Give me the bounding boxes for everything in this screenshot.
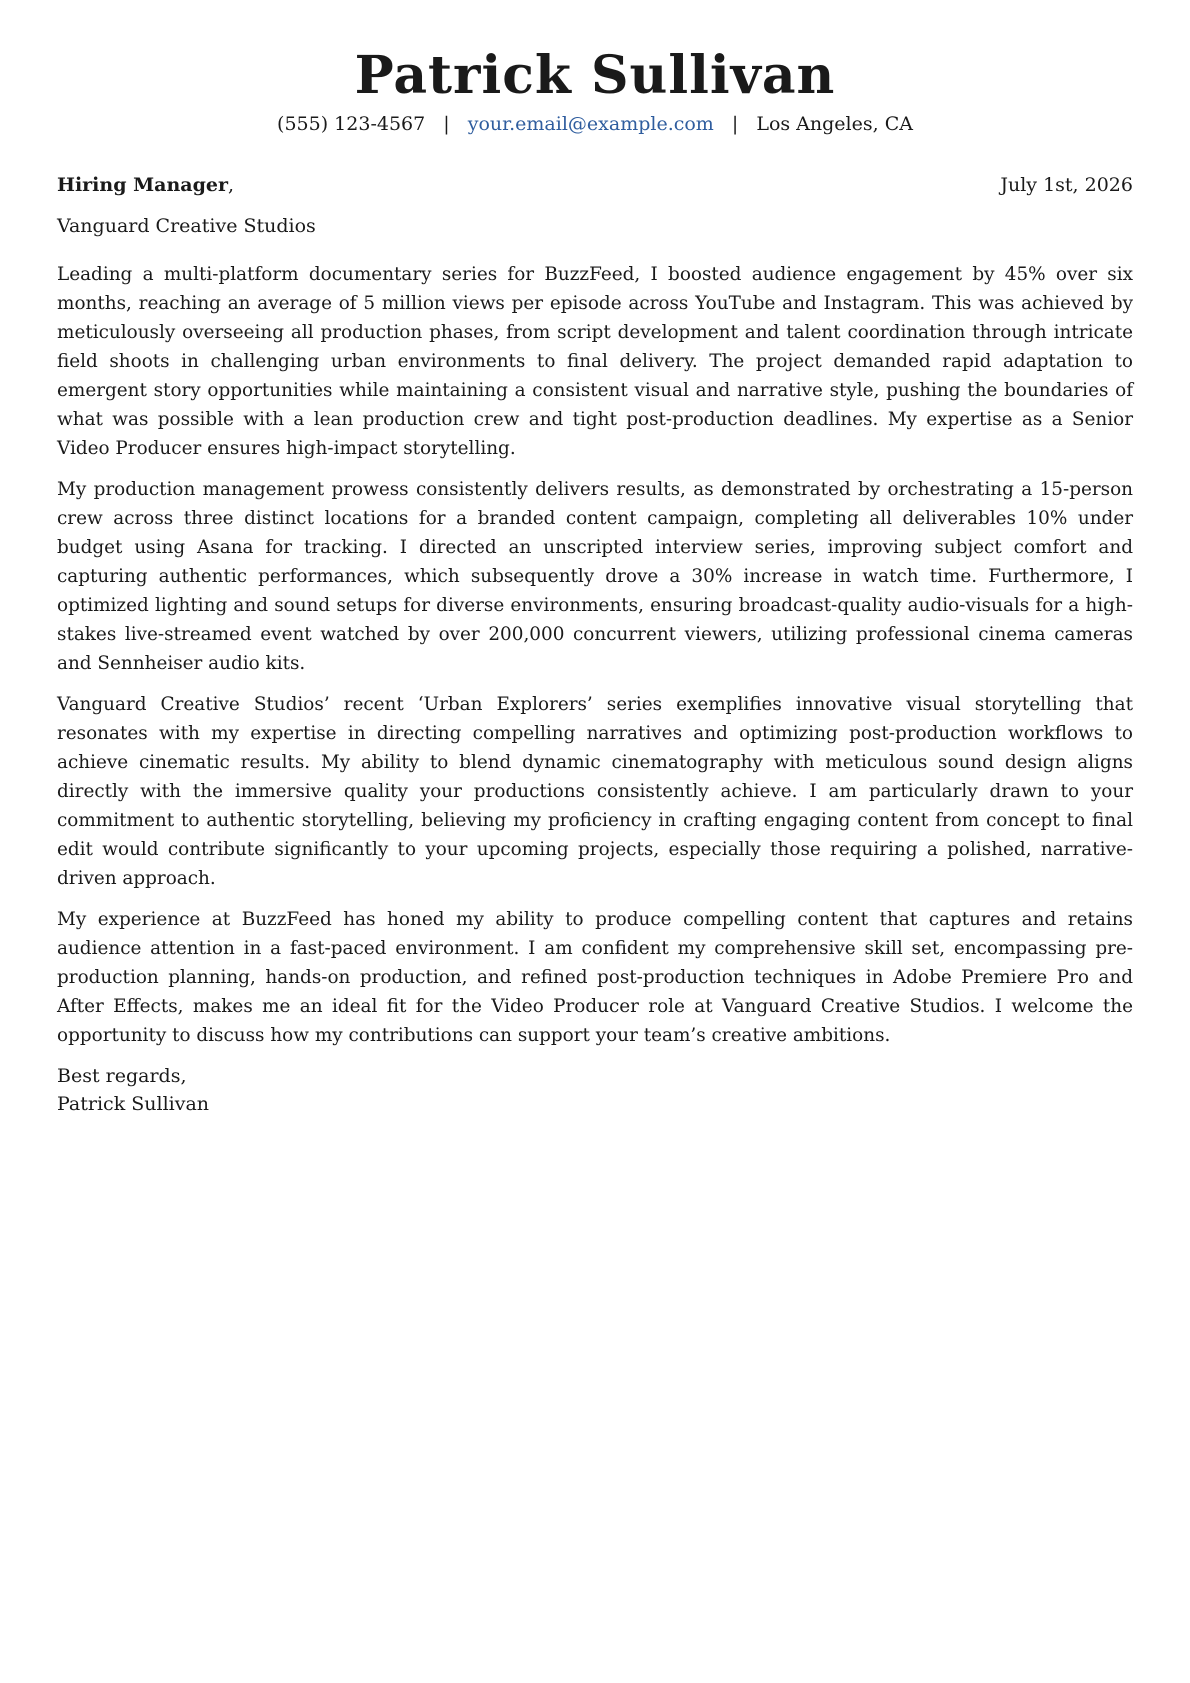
email-link[interactable]: your.email@example.com: [467, 113, 714, 135]
body-paragraph: My experience at BuzzFeed has honed my ability to produce compelling content that captures and retains audience attention in a fast-paced environment. I am confident my comprehensive skill set, encompassing pre-production planning, hands-on production, and refined post-production techniques in Adobe Premiere Pro and After Effects, makes me an ideal fit for the Video Producer role at Vanguard Creative Studios. I welcome the opportunity to discuss how my contributions can support your team’s creative ambitions.: [57, 909, 1133, 1046]
recipient-greeting: [57, 171, 234, 199]
body-paragraph: Leading a multi-platform documentary series for BuzzFeed, I boosted audience engagement by 45% over six months, reaching an average of 5 million views per episode across YouTube and Instagram. This was achieved by meticulously overseeing all production phases, from script development and talent coordination through intricate field shoots in challenging urban environments to final delivery. The project demanded rapid adaptation to emergent story opportunities while maintaining a consistent visual and narrative style, pushing the boundaries of what was possible with a lean production crew and tight post-production deadlines. My expertise as a Senior Video Producer ensures high-impact storytelling.: [57, 264, 1133, 459]
letter-body: [57, 260, 1133, 1050]
contact-separator: |: [731, 113, 739, 135]
applicant-name: Patrick Sullivan: [354, 45, 836, 106]
phone-number: (555) 123-4567: [277, 113, 426, 135]
contact-line: [57, 110, 1133, 138]
recipient-date-row: [57, 171, 1133, 199]
signature-name: Patrick Sullivan: [57, 1093, 210, 1115]
recipient-company: Vanguard Creative Studios: [57, 215, 316, 237]
closing-salutation: Best regards,: [57, 1065, 187, 1087]
body-paragraph: Vanguard Creative Studios’ recent ‘Urban Explorers’ series exemplifies innovative visual storytelling that resonates with my expertise in directing compelling narratives and optimizing post-production workflows to achieve cinematic results. My ability to blend dynamic cinematography with meticulous sound design aligns directly with the immersive quality your productions consistently achieve. I am particularly drawn to your commitment to authentic storytelling, believing my proficiency in crafting engaging content from concept to final edit would contribute significantly to your upcoming projects, especially those requiring a polished, narrative-driven approach.: [57, 694, 1133, 889]
contact-separator: |: [443, 113, 450, 135]
letter-date: July 1st, 2026: [1000, 174, 1133, 196]
letter-closing: [57, 1062, 1133, 1118]
recipient-name-suffix: ,: [227, 174, 235, 196]
body-paragraph: My production management prowess consistently delivers results, as demonstrated by orchestrating a 15-person crew across three distinct locations for a branded content campaign, completing all deliverables 10% under budget using Asana for tracking. I directed an unscripted interview series, improving subject comfort and capturing authentic performances, which subsequently drove a 30% increase in watch time. Furthermore, I optimized lighting and sound setups for diverse environments, ensuring broadcast-quality audio-visuals for a high-stakes live-streamed event watched by over 200,000 concurrent viewers, utilizing professional cinema cameras and Sennheiser audio kits.: [57, 479, 1133, 674]
location: Los Angeles, CA: [756, 113, 913, 135]
recipient-name: Hiring Manager: [57, 174, 228, 196]
